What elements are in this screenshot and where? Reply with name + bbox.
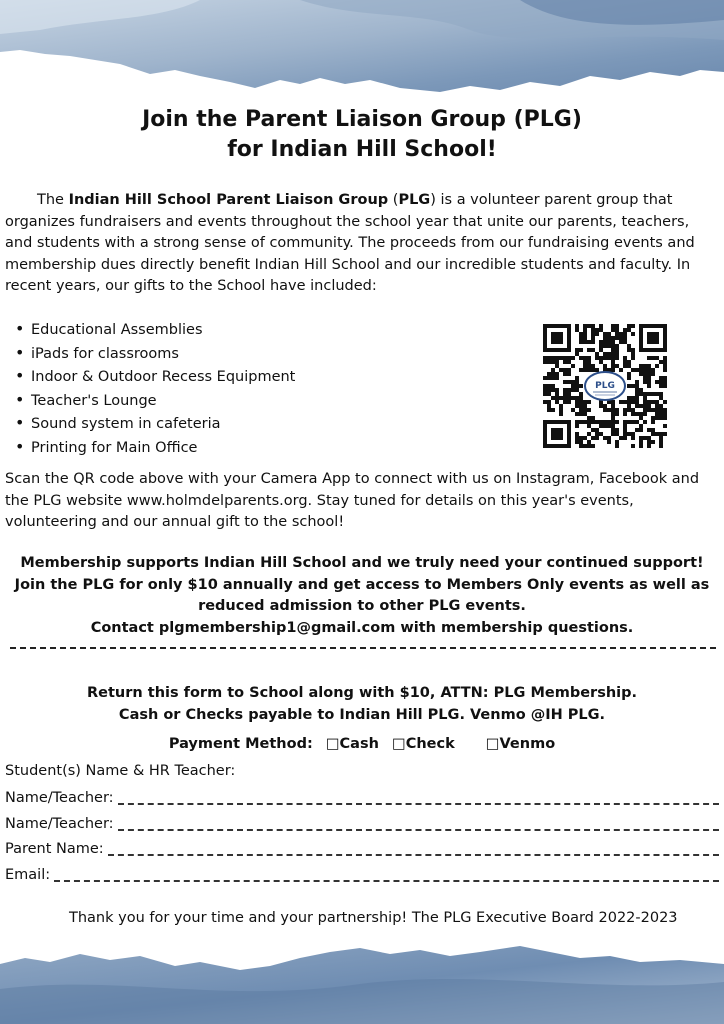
list-item: • Sound system in cafeteria: [15, 412, 295, 436]
membership-contact: Contact plgmembership1@gmail.com with membership questions.: [90, 619, 634, 636]
fill-line[interactable]: [118, 829, 719, 831]
list-item: • Indoor & Outdoor Recess Equipment: [15, 365, 295, 389]
intro-body: is a volunteer parent group that organizes fundraisers and events throughout the school year that unite our parents, teachers, and students with a strong sense of community. The proceeds from our fundraising events and membership dues directly benefit Indian Hill School and our incredible students and faculty. In recent years, our gifts to the School have included:: [5, 192, 695, 294]
thank-you-note: Thank you for your time and your partnership! The PLG Executive Board 2022-2023: [69, 910, 678, 926]
org-name: Indian Hill School Parent Liaison Group: [68, 192, 389, 208]
fill-line[interactable]: [118, 803, 719, 805]
students-heading: Student(s) Name & HR Teacher:: [5, 763, 236, 779]
intro-paragraph: [5, 190, 721, 298]
fill-line[interactable]: [54, 880, 719, 882]
name-teacher-field-2[interactable]: Name/Teacher:: [5, 814, 719, 835]
qr-code[interactable]: [543, 324, 667, 448]
payment-option-venmo[interactable]: □Venmo: [485, 736, 556, 752]
fill-line[interactable]: [108, 854, 719, 856]
intro-lead: The: [37, 192, 64, 208]
payment-label: Payment Method:: [168, 736, 313, 752]
title-line-1: Join the Parent Liaison Group (PLG): [142, 107, 582, 132]
top-watercolor-banner: [0, 0, 724, 110]
list-item: • iPads for classrooms: [15, 342, 295, 366]
name-teacher-field-1[interactable]: Name/Teacher:: [5, 788, 719, 809]
payment-method: [0, 734, 724, 755]
qr-logo-text: PLG: [595, 381, 615, 391]
list-item: • Educational Assemblies: [15, 318, 295, 342]
gifts-list: [15, 318, 295, 459]
abbr-open: (: [392, 192, 399, 208]
qr-code-graphic: [543, 324, 667, 448]
return-line-2: Cash or Checks payable to Indian Hill PLG. Venmo @IH PLG.: [118, 706, 606, 723]
scan-instructions: Scan the QR code above with your Camera App to connect with us on Instagram, Facebook and the PLG website www.holmdelparents.org. Stay tuned for details on this year's events, volunteering and our annual gift to the school!: [5, 471, 700, 530]
cut-line-divider: [10, 647, 716, 649]
return-line-1: Return this form to School along with $10, ATTN: PLG Membership.: [86, 685, 638, 701]
checkbox-icon[interactable]: □: [391, 736, 406, 752]
page-title: [0, 105, 724, 165]
list-item: • Teacher's Lounge: [15, 389, 295, 413]
abbr-close: ): [430, 192, 436, 208]
title-line-2: for Indian Hill School!: [227, 137, 497, 162]
payment-option-cash[interactable]: □Cash: [325, 736, 379, 752]
payment-option-check[interactable]: □Check: [391, 736, 455, 752]
org-abbr: PLG: [398, 192, 431, 208]
checkbox-icon[interactable]: □: [325, 736, 340, 752]
email-field[interactable]: Email:: [5, 865, 719, 886]
membership-block: [10, 553, 714, 639]
parent-name-field[interactable]: Parent Name:: [5, 839, 719, 860]
checkbox-icon[interactable]: □: [485, 736, 500, 752]
membership-text: Membership supports Indian Hill School and we truly need your continued support! Join the PLG for only $10 annually and get access to Members Only events as well as reduced admission to other PLG events.: [14, 555, 710, 614]
bottom-watercolor-banner: [0, 944, 724, 1024]
return-instructions: [0, 683, 724, 726]
list-item: • Printing for Main Office: [15, 436, 295, 460]
